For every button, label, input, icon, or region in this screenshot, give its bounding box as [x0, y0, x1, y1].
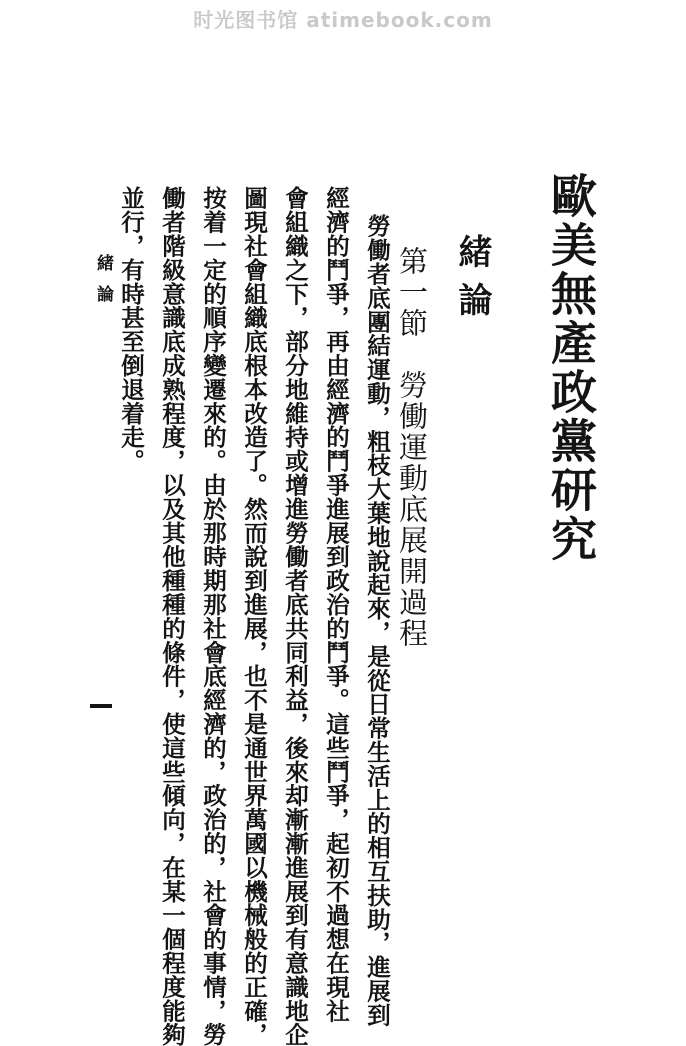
body-line: 圖現社會組織底根本改造了。然而說到進展，也不是通世界萬國以機械般的正確，: [240, 186, 268, 1046]
book-title: 歐美無產政黨研究: [544, 172, 598, 564]
page-number: [90, 704, 112, 708]
body-line: 勞働者底團結運動，粗枝大葉地說起來，是從日常生活上的相互扶助，進展到: [363, 214, 391, 1027]
section-title: 第一節 勞働運動底展開過程: [395, 246, 429, 649]
body-line: 並行，有時甚至倒退着走。: [117, 186, 145, 473]
body-line: 働者階級意識底成熟程度，以及其他種種的條件，使這些傾向，在某一個程度能夠: [158, 186, 186, 1046]
chapter-title: 緒論: [452, 234, 492, 330]
watermark: 时光图书馆 atimebook.com: [193, 8, 493, 32]
body-line: 會組織之下，部分地維持或增進勞働者底共同利益，後來却漸漸進展到有意識地企: [281, 186, 309, 1046]
running-head: 緒論: [93, 254, 113, 316]
body-line: 按着一定的順序變遷來的。由於那時期那社會底經濟的，政治的，社會的事情，勞: [199, 186, 227, 1046]
body-line: 經濟的鬥爭，再由經濟的鬥爭進展到政治的鬥爭。這些鬥爭，起初不過想在現社: [322, 186, 350, 1023]
